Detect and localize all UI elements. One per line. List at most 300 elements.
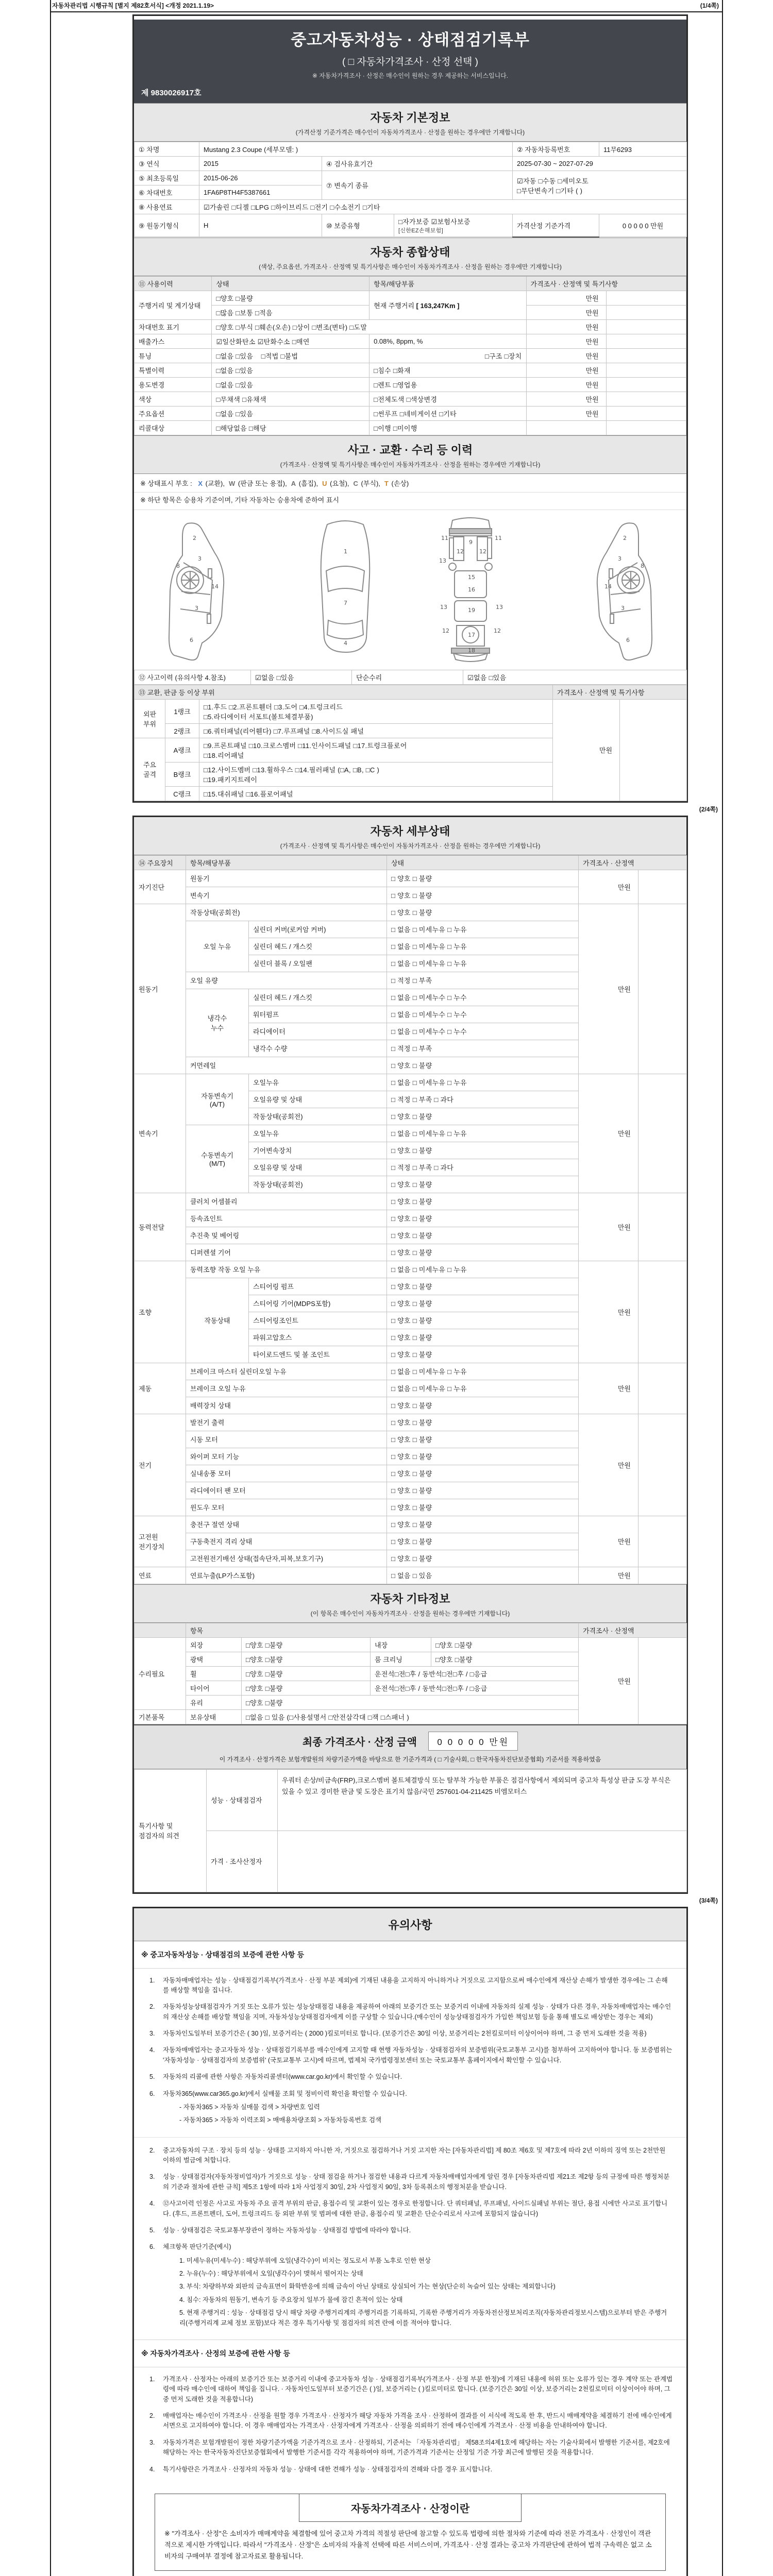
inspector-label: 성능 · 상태점검자 [207,1769,278,1831]
notice-item [149,2465,673,2475]
table-row [135,420,686,435]
price-cell: 만원 [579,1261,638,1363]
price-cell: 만원 [579,1516,638,1567]
table-row [135,377,686,392]
item-cell: 등속죠인트 [186,1210,387,1227]
notice-text: 성능 · 상태점검은 국토교통부장관이 정하는 자동차성능 · 상태점검 방법에 따라야 합니다. [163,2226,411,2234]
notice-text: 중고자동차의 구조 · 장치 등의 성능 · 상태를 고지하지 아니한 자, 거짓으로 점검하거나 거짓 고지한 자는 [자동차관리법] 제 80조 제6호 및 제7호에 따라 2년 이하의 징역 또는 2천만원 이하의 벌금에 처합니다. [163,2146,666,2164]
main-frame-label: 주요 골격 [135,738,165,801]
special-history-label: 특별이력 [135,363,212,377]
price-cell: 만원 [526,291,606,305]
warranty-options [394,214,513,237]
wheel-positions: 운전석□전□후 / 동반석□전□후 / □응급 [371,1666,579,1681]
rankC-items: □15.대쉬패널 □16.플로어패널 [199,786,553,801]
diagram-number: 1 [343,548,347,555]
final-price-band [134,1724,686,1769]
item-cell: 실린더 헤드 / 개스킷 [249,989,387,1006]
remark-cell [606,348,686,363]
price-cell: 만원 [526,334,606,348]
state-cell: □ 없음 □ 있음 [387,1567,579,1584]
remark-cell [606,377,686,392]
col-usage-history: ⑪ 사용이력 [135,276,212,291]
legend-note: ※ 하단 항목은 승용차 기준이며, 기타 자동차는 승용차에 준하여 표시 [140,496,340,504]
state-cell: □ 양호 □ 불량 [387,1516,579,1533]
subgroup-cell: 자동변속기 (A/T) [186,1074,249,1125]
final-price-label: 최종 가격조사 · 산정 금액 [302,1736,417,1748]
etc-table [134,1623,687,1724]
notice-item [149,2089,673,2099]
panel-exchange-header: ⑬ 교환, 판금 등 이상 부위 [135,685,553,699]
remark-cell [638,1363,687,1414]
state-cell: □ 없음 □ 미세누수 □ 누수 [387,1006,579,1023]
rankA-line1: □9.프론트패널 □10.크로스멤버 □11.인사이드패널 □17.트렁크플로어 [204,741,407,750]
table-row [135,363,686,377]
room-cleaning-label: 룸 크리닝 [371,1652,431,1666]
car-diagram-side-left [161,513,264,663]
main-option-item: □썬루프 □네비게이션 □기타 [369,406,526,420]
notice-number: 1. [149,1976,155,1984]
diagram-number: 11 [494,534,502,541]
notice-subitem: 5. 현재 주행거리 : 성능 · 상태점검 당시 해당 차량 주행거리계의 주행거리를 기록하되, 기록한 주행거리가 자동차전산정보처리조직(자동차관리정보시스템)으로부터 받은 주행거리(주행거리계 교체 정보 포함)보다 적은 경우 특기사항 및 점검자의 의견 란에 이를 적어야 합니다. [179,2309,667,2327]
reg-no-label: ② 자동차등록번호 [513,142,599,157]
notice-number: 2. [149,2146,155,2154]
page1-box [132,14,688,803]
state-cell: □ 양호 □ 불량 [387,904,579,921]
price-survey-note: ※ 자동차가격조사 · 산정은 매수인이 원하는 경우 제공하는 서비스입니다. [312,72,509,79]
item-cell: 와이퍼 모터 기능 [186,1448,387,1465]
remark-cell [638,1261,687,1363]
legend-desc: (부식), [359,479,380,487]
item-cell: 기어변속장치 [249,1142,387,1159]
diagram-number: 8 [640,562,644,569]
detail-row [135,1516,687,1533]
document-title: 중고자동차성능 · 상태점검기록부 [291,31,530,49]
notice-number: 2. [149,2412,155,2419]
item-cell: 워터펌프 [249,1006,387,1023]
col-device: ⑭ 주요장치 [135,855,186,870]
notices-section2-header: ※ 자동차가격조사 · 산정의 보증에 관한 사항 등 [134,2340,686,2367]
possession-state: □없음 □ 있음 (□사용설명서 □안전삼각대 □잭 □스패너 ) [242,1709,579,1724]
rank1-items [199,699,553,723]
etc-note: (이 항목은 매수인이 자동차가격조사 · 산정을 원하는 경우에만 기재합니다) [310,1609,510,1617]
table-row [135,157,687,171]
recall-label: 리콜대상 [135,420,212,435]
notice-text: 특기사항란은 가격조사 · 산정자의 자동차 성능 · 상태에 대한 견해가 성능 · 상태점검자의 견해와 다를 경우 표시합니다. [163,2465,493,2473]
table-header-row [135,855,687,870]
item-cell: 오일유량 및 상태 [249,1159,387,1176]
table-row [135,334,686,348]
notice-text: 가격조사 · 산정자는 아래의 보증기간 또는 보증거리 이내에 중고자동차 성능 · 상태점검기록부(가격조사 · 산정 부분 한정)에 기재된 내용에 허위 또는 오류가 있는 경우 계약 또는 관계법령에 따라 매수인에 대하여 책임을 집니다. · 자동차인도일부터 보증기간은 ( )일, 보증거리는 ( )킬로미터로 합니다. (보증기간은 30일 이상, 보증거리는 2천킬로미터 이상이어야 하며, 그 중 먼저 도래한 것을 적용합니다) [163,2375,673,2403]
recall-state: □해당없음 □해당 [212,420,369,435]
item-cell: 발전기 출력 [186,1414,387,1431]
state-cell: □ 양호 □ 불량 [387,870,579,887]
state-cell: □ 양호 □ 불량 [387,1465,579,1482]
legend-symbol: T [384,479,389,487]
tuning-state [212,348,369,363]
page-marker-3: (3/4쪽) [699,1896,718,1904]
notice-text: 성능 · 상태점검자(자동차정비업자)가 거짓으로 성능 · 상태 점검을 하거나 점검한 내용과 다르게 자동차매매업자에게 알린 경우 [자동차관리법 제21조 제2항 등의 규정에 따른 행정처분의 기준과 절차에 관한 규칙] 제5조 1항에 따라 1차 사업정지 30일, 2차 사업정지 90일, 3차 등록취소의 행정처분을 받습니다. [163,2173,670,2191]
inspector-opinion: 우쿼터 손상/비금속(FRP),크로스멤버 볼트체결방식 또는 탈부착 가능한 부품은 점검사항에서 제외되며 중고차 특성상 판금 도장 부식은 있을 수 있고 경미한 판금 및 도장은 표기치 않음/국민 257601-04-211425 비엠모터스 [278,1769,687,1831]
legend-symbol: W [229,479,236,487]
title-header [134,20,686,103]
detail-band [134,817,686,855]
panel-price-header: 가격조사 · 산정액 및 특기사항 [553,685,687,699]
remark-cell [638,904,687,1074]
page-marker-2: (2/4쪽) [699,805,718,813]
header-gap [134,16,686,20]
remark-cell [606,334,686,348]
fuel-options: ☑가솔린 □디젤 □LPG □하이브리드 □전기 □수소전기 □기타 [199,200,687,214]
car-name-label: ① 차명 [135,142,199,157]
panel-exchange-table [134,685,687,801]
diagram-number: 12 [479,548,486,555]
mileage-label: 주행거리 및 계기상태 [135,291,212,319]
remark-cell [606,363,686,377]
state-cell: □ 없음 □ 미세누유 □ 누유 [387,1125,579,1142]
diagram-number: 16 [467,586,475,593]
top-caption-row [51,0,722,12]
notice-number: 5. [149,2226,155,2234]
wheel-state: □양호 □불량 [242,1666,371,1681]
diagram-number: 8 [176,562,180,569]
price-cell: 만원 [526,392,606,406]
price-cell: 만원 [526,363,606,377]
diagram-number: 4 [343,639,347,647]
notice-number: 5. [149,2073,155,2081]
notice-item [149,2146,673,2166]
usage-change-state: □없음 □있음 [212,377,369,392]
detail-row [135,870,687,887]
item-cell: 충전구 절연 상태 [186,1516,387,1533]
device-cell: 자기진단 [135,870,186,904]
notice-text: 자동차매매업자는 중고자동차 성능 · 상태점검기록부를 매수인에게 고지할 때 현행 자동차성능 · 상태점검자의 보증범위(국토교통부 고시)를 첨부하여 고지하여야 합니다. 동 보증범위는 '자동차성능 · 상태점검자의 보증범위' (국토교통부 고시)에 따르며, 법제처 국가법령정보센터 또는 국토교통부 홈페이지에서 확인할 수 있습니다. [163,2046,673,2064]
remark-cell [638,1074,687,1193]
car-diagrams [134,510,686,670]
device-cell: 연료 [135,1567,186,1584]
table-row [135,1831,687,1892]
rank1-line1: □1.후드 □2.프론트휀더 □3.도어 □4.트렁크리드 [204,703,343,711]
detail-row [135,1074,687,1091]
table-row [135,1637,687,1652]
notice-number: 3. [149,2438,155,2446]
etc-band [134,1584,686,1623]
subgroup-cell: 수동변속기 (M/T) [186,1125,249,1193]
state-cell: □ 없음 □ 미세누유 □ 누유 [387,955,579,972]
notice-text: 자동차성능상태점검자가 거짓 또는 오류가 있는 성능상태점검 내용을 제공하여 아래의 보증기간 또는 보증거리 이내에 자동차의 실제 성능 · 상태가 다른 경우, 자동차매매업자는 매수인의 재산상 손해를 배상할 책임을 지며, 자동차성능상태점검자에게 이를 구상할 수 있습니다.(매수인이 성능상태점검자가 가입한 책임보험 등을 통해 별도로 배상받는 경우는 제외) [163,2003,671,2021]
wheel-label: 휠 [186,1666,242,1681]
summary-note: (색상, 주요옵션, 가격조사 · 산정액 및 특기사항은 매수인이 자동차가격조사 · 산정을 원하는 경우에만 기재합니다) [259,263,562,270]
special-history-item: □침수 □화재 [369,363,526,377]
notice-item [149,2242,673,2252]
item-cell: 스티어링조인트 [249,1312,387,1329]
notices-list3 [134,2367,686,2486]
table-header-row [135,1623,687,1637]
notice-number: 4. [149,2465,155,2473]
tire-positions: 운전석□전□후 / 동반석□전□후 / □응급 [371,1681,579,1695]
col-state: 상태 [387,855,579,870]
notice-item [149,2226,673,2235]
state-cell: □ 양호 □ 불량 [387,1193,579,1210]
state-cell: □ 양호 □ 불량 [387,1176,579,1193]
table-row [135,291,686,305]
item-cell: 구동축전지 격리 상태 [186,1533,387,1550]
legend-desc: (흠집), [297,479,318,487]
item-cell: 브레이크 오일 누유 [186,1380,387,1397]
notice-number: 4. [149,2046,155,2054]
price-cell: 만원 [526,319,606,334]
repair-needed-label: 수리필요 [135,1637,186,1709]
base-price-label: 가격산정 기준가격 [513,214,599,237]
etc-remark-cell [638,1637,687,1724]
detail-row [135,1261,687,1278]
item-cell: 실린더 커버(로커암 커버) [249,921,387,938]
state-cell: □ 양호 □ 불량 [387,1210,579,1227]
legend-items [194,480,409,487]
price-cell: 만원 [579,870,638,904]
price-survey-definition-text: ※ "가격조사 · 산정"은 소비자가 매매계약을 체결함에 있어 중고차 가격의 적절성 판단에 참고할 수 있도록 법령에 의한 절차와 기준에 따라 전문 가격조사 · 산정인이 객관적으로 제시한 가액입니다. 따라서 "가격조사 · 산정"은 소비자의 자율적 선택에 따른 서비스이며, 가격조사 · 산정 결과는 중고차 가격판단에 관하여 법적 구속력은 없고 소비자의 구매여부 결정에 참고자료로 활용됩니다. [164,2529,652,2561]
state-cell: □ 없음 □ 미세누유 □ 누유 [387,1380,579,1397]
notice-text: 자동차인도일부터 보증기간은 ( 30 )일, 보증거리는 ( 2000 )킬로미터로 합니다. (보증기간은 30일 이상, 보증거리는 2천킬로미터 이상이어야 하며, 그 중 먼저 도래한 것을 적용) [163,2030,647,2037]
mileage-state1: □양호 □불량 [212,291,369,305]
notices-list2 [134,2137,686,2340]
transmission-options-line2: □무단변속기 □기타 ( ) [517,187,583,195]
rankA-label: A랭크 [165,738,199,762]
panel-remark-cell [620,699,687,801]
remark-cell [606,420,686,435]
notice-text: 자동차의 리콜에 관한 사항은 자동차리콜센터(www.car.go.kr)에서 확인할 수 있습니다. [163,2073,402,2081]
item-cell: 라디에이터 [249,1023,387,1040]
table-row [135,171,687,185]
detail-row [135,1567,687,1584]
notice-number: 6. [149,2090,155,2097]
detail-title: 자동차 세부상태 [370,824,450,838]
rank2-items: □6.쿼터패널(리어휀다) □7.루프패널 □8.사이드실 패널 [199,723,553,738]
diagram-number: 6 [626,636,630,643]
notice-item [149,2438,673,2458]
price-survey-select: ( □ 자동차가격조사 · 산정 선택 ) [342,57,479,67]
item-cell: 스티어링 기어(MDPS포함) [249,1295,387,1312]
remarks-table [134,1769,687,1892]
legend-desc: (요철), [328,479,349,487]
vin-mark-label: 차대번호 표기 [135,319,212,334]
remark-cell [606,305,686,319]
notice-item [149,2029,673,2039]
price-cell: 만원 [579,1074,638,1193]
item-cell: 스티어링 펌프 [249,1278,387,1295]
diagram-number: 14 [211,583,219,590]
first-reg-value: 2015-06-26 [199,171,322,185]
state-cell: □ 양호 □ 불량 [387,1482,579,1499]
notices-band [134,1908,686,1941]
state-cell: □ 적정 □ 부족 □ 과다 [387,1159,579,1176]
detail-row [135,1363,687,1380]
glass-state: □양호 □불량 [242,1695,579,1709]
device-cell: 원동기 [135,904,186,1074]
notice-item [149,2045,673,2065]
appraiser-label: 가격 · 조사산정자 [207,1831,278,1892]
table-row [135,200,687,214]
item-cell: 브레이크 마스터 실린더오일 누유 [186,1363,387,1380]
col-price-remarks: 가격조사 · 산정액 및 특기사항 [526,276,686,291]
warranty-options-text: □자가보증 ☑보험사보증 [398,218,470,226]
mileage-value: [ 163,247Km ] [416,301,460,310]
price-cell: 만원 [526,348,606,363]
mileage-prefix: 현재 주행거리 [374,301,415,310]
item-cell: 동력조향 작동 오일 누유 [186,1261,387,1278]
notice-number: 1. [149,2375,155,2383]
tire-label: 타이어 [186,1681,242,1695]
table-row [135,699,687,723]
diagram-number: 13 [439,557,446,564]
recall-item: □이행 □미이행 [369,420,526,435]
notice-item [149,2199,673,2219]
state-cell: □ 양호 □ 불량 [387,1227,579,1244]
price-survey-definition-box [155,2494,666,2571]
basic-info-band [134,103,686,142]
state-cell: □ 양호 □ 불량 [387,1533,579,1550]
table-row [135,142,687,157]
rank2-label: 2랭크 [165,723,199,738]
item-cell: 클러치 어셈블리 [186,1193,387,1210]
vin-label: ⑥ 차대번호 [135,185,199,200]
price-cell: 만원 [579,1193,638,1261]
simple-repair-state: ☑없음 □있음 [463,670,687,684]
device-cell: 변속기 [135,1074,186,1193]
rankB-line2: □19.패키지트레이 [204,775,258,784]
table-row [135,214,687,237]
notice-text: ⑫사고이력 인정은 사고로 자동차 주요 골격 부위의 판금, 용접수리 및 교환이 있는 경우로 한정합니다. 단 쿼터패널, 루프패널, 사이드실패널 부위는 절단, 용접 시에만 사고로 표기합니다. (후드, 프론트펜더, 도어, 트렁크리드 등 외판 부위 및 범퍼에 대한 판금, 용접수리 및 교환은 단순수리로서 사고에 포함되지 않습니다) [163,2200,668,2217]
inspection-period-label: ④ 검사유효기간 [322,157,513,171]
notice-item [149,2172,673,2192]
room-cleaning-state: □양호 □불량 [431,1652,579,1666]
notice-subitem: 4. 침수: 자동차의 원동기, 변속기 등 주요장치 일부가 물에 잠긴 흔적이 있는 상태 [179,2296,403,2303]
item-cell: 실린더 헤드 / 개스킷 [249,938,387,955]
table-header-row [135,276,686,291]
table-row [135,1769,687,1831]
rankA-line2: □18.리어패널 [204,751,244,759]
basic-info-title: 자동차 기본정보 [370,111,450,124]
rankB-label: B랭크 [165,762,199,786]
notices-box [132,1907,688,2576]
notice-number: 4. [149,2200,155,2208]
state-cell: □ 양호 □ 불량 [387,1108,579,1125]
state-cell: □ 양호 □ 불량 [387,1397,579,1414]
item-cell: 실내송풍 모터 [186,1465,387,1482]
tuning-legality: □적법 □불법 [261,352,298,360]
simple-repair-label: 단순수리 [352,670,463,684]
remark-cell [606,319,686,334]
item-cell: 고전원전기배선 상태(접속단자,피복,보호기구) [186,1550,387,1567]
diagram-number: 17 [467,631,475,638]
table-row [135,319,686,334]
basic-items-label: 기본품목 [135,1709,186,1724]
item-cell: 배력장치 상태 [186,1397,387,1414]
item-cell: 파워고압호스 [249,1329,387,1346]
notice-item [149,2072,673,2082]
diagram-number: 12 [493,627,501,634]
col-state: 상태 [212,276,369,291]
car-diagram-underbody [427,513,514,663]
notices-section1-header: ※ 중고자동차성능 · 상태점검의 보증에 관한 사항 등 [134,1941,686,1969]
notice-subitem: - 자동차365 > 자동차 이력조회 > 매매용차량조회 > 자동차등록번호 검색 [179,2116,382,2124]
item-cell: 원동기 [186,870,387,887]
state-cell: □ 양호 □ 불량 [387,1329,579,1346]
rankC-label: C랭크 [165,786,199,801]
item-cell: 라디에이터 팬 모터 [186,1482,387,1499]
item-cell: 오일누유 [249,1074,387,1091]
device-cell: 제동 [135,1363,186,1414]
transmission-label: ⑦ 변속기 종류 [322,171,513,200]
item-cell: 변속기 [186,887,387,904]
history-title: 사고 · 교환 · 수리 등 이력 [347,443,473,456]
remark-cell [638,1193,687,1261]
reg-no-value: 11무6293 [599,142,687,157]
item-cell: 작동상태(공회전) [249,1176,387,1193]
state-cell: □ 양호 □ 불량 [387,1499,579,1516]
transmission-options [513,171,687,200]
state-cell: □ 양호 □ 불량 [387,1312,579,1329]
state-cell: □ 양호 □ 불량 [387,1448,579,1465]
legend-desc: (판금 또는 용접), [236,479,287,487]
state-cell: □ 없음 □ 미세누유 □ 누유 [387,1261,579,1278]
exterior-state: □양호 □불량 [242,1637,371,1652]
page-marker-1: (1/4쪽) [700,2,719,9]
etc-price-cell: 만원 [579,1637,638,1724]
detail-row [135,1193,687,1210]
detail-row [135,1414,687,1431]
subgroup-cell: 오일 누유 [186,921,249,972]
notice-number: 3. [149,2030,155,2037]
detail-table [134,855,687,1584]
state-cell: □ 양호 □ 불량 [387,1057,579,1074]
state-cell: □ 양호 □ 불량 [387,1414,579,1431]
engine-type-value: H [199,214,322,237]
fuel-label: ⑧ 사용연료 [135,200,199,214]
item-cell: 작동상태(공회전) [186,904,387,921]
summary-title: 자동차 종합상태 [370,245,450,259]
state-cell: □ 적정 □ 부족 [387,1040,579,1057]
item-cell: 실린더 블록 / 오일팬 [249,955,387,972]
notice-number: 6. [149,2243,155,2251]
notice-text: 체크항목 판단기준(예시) [163,2243,231,2251]
state-cell: □ 양호 □ 불량 [387,887,579,904]
state-symbol-legend [134,474,686,493]
usage-change-item: □렌트 □영업용 [369,377,526,392]
notice-text: 자동차매매업자는 성능 · 상태점검기록부(가격조사 · 산정 부분 제외)에 기재된 내용을 고지하지 아니하거나 거짓으로 고지함으로써 매수인에게 재산상 손해가 발생한 경우에는 그 손해를 배상할 책임을 집니다. [163,1976,668,1994]
tuning-state-text: □없음 □있음 [216,352,254,360]
emission-state: ☑일산화탄소 ☑탄화수소 □매연 [212,334,369,348]
item-cell: 작동상태(공회전) [249,1108,387,1125]
emission-label: 배출가스 [135,334,212,348]
accident-history-table [134,670,687,685]
price-cell: 만원 [579,904,638,1074]
price-cell: 만원 [526,406,606,420]
diagram-number: 12 [456,548,464,555]
form-reference: 자동차관리법 시행규칙 [별지 제82호서식] <개정 2021.1.19> [52,2,214,9]
legend-symbol: C [353,479,358,487]
state-cell: □ 없음 □ 미세누유 □ 누유 [387,921,579,938]
car-diagram-top [307,513,384,663]
year-value: 2015 [199,157,322,171]
diagram-number: 12 [442,627,449,634]
polish-state: □양호 □불량 [242,1652,371,1666]
notice-item [149,1976,673,1996]
table-row [135,392,686,406]
diagram-number: 18 [467,647,475,654]
mileage-state2: □많음 □보통 □적음 [212,305,369,319]
notice-item [149,2411,673,2431]
subgroup-cell: 작동상태 [186,1278,249,1363]
